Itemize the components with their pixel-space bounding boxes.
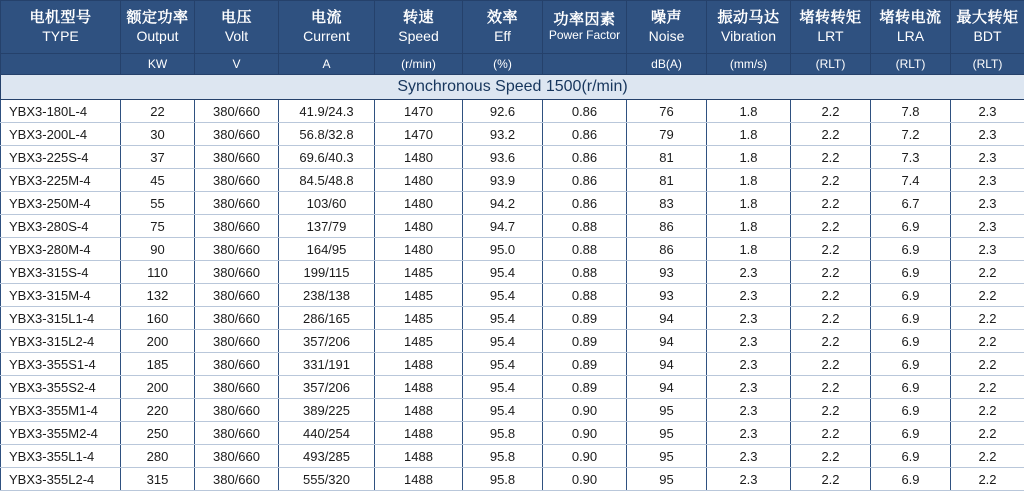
- cell-value: 1488: [375, 422, 463, 445]
- cell-type: YBX3-355L2-4: [1, 468, 121, 491]
- cell-value: 2.2: [791, 215, 871, 238]
- cell-value: 389/225: [279, 399, 375, 422]
- table-row: [1, 468, 1024, 491]
- cell-value: 6.9: [871, 445, 951, 468]
- cell-value: 238/138: [279, 284, 375, 307]
- cell-type: YBX3-355L1-4: [1, 445, 121, 468]
- column-unit-type: [1, 54, 121, 75]
- cell-value: 493/285: [279, 445, 375, 468]
- column-unit-bdt: (RLT): [951, 54, 1024, 75]
- column-header-lra: [871, 1, 951, 54]
- column-header-en: Noise: [627, 28, 706, 46]
- column-header-cn: 振动马达: [707, 9, 790, 28]
- cell-value: 250: [121, 422, 195, 445]
- cell-value: 2.3: [951, 238, 1024, 261]
- cell-value: 95.8: [463, 468, 543, 491]
- cell-value: 2.2: [951, 284, 1024, 307]
- cell-value: 93.9: [463, 169, 543, 192]
- cell-value: 95: [627, 422, 707, 445]
- cell-value: 2.3: [707, 307, 791, 330]
- column-header-en: TYPE: [1, 28, 120, 46]
- column-unit-lrt: (RLT): [791, 54, 871, 75]
- cell-value: 95.4: [463, 376, 543, 399]
- cell-value: 2.3: [707, 376, 791, 399]
- cell-value: 6.9: [871, 353, 951, 376]
- cell-value: 7.2: [871, 123, 951, 146]
- cell-value: 22: [121, 100, 195, 123]
- table-row: [1, 261, 1024, 284]
- cell-value: 380/660: [195, 284, 279, 307]
- cell-value: 2.2: [791, 330, 871, 353]
- cell-value: 94: [627, 353, 707, 376]
- cell-value: 6.9: [871, 376, 951, 399]
- header-row-units: [1, 54, 1024, 75]
- cell-value: 83: [627, 192, 707, 215]
- column-header-output: [121, 1, 195, 54]
- column-header-en: Volt: [195, 28, 278, 46]
- cell-value: 6.9: [871, 215, 951, 238]
- cell-value: 76: [627, 100, 707, 123]
- cell-value: 7.4: [871, 169, 951, 192]
- cell-value: 95: [627, 445, 707, 468]
- cell-value: 220: [121, 399, 195, 422]
- cell-type: YBX3-280S-4: [1, 215, 121, 238]
- cell-value: 380/660: [195, 123, 279, 146]
- cell-value: 2.2: [951, 399, 1024, 422]
- cell-value: 2.2: [951, 376, 1024, 399]
- cell-value: 95.4: [463, 399, 543, 422]
- table-row: [1, 215, 1024, 238]
- cell-value: 1485: [375, 307, 463, 330]
- cell-value: 2.2: [791, 146, 871, 169]
- cell-value: 6.9: [871, 468, 951, 491]
- cell-value: 380/660: [195, 376, 279, 399]
- cell-value: 2.2: [791, 422, 871, 445]
- cell-value: 94: [627, 307, 707, 330]
- column-header-cn: 电压: [195, 9, 278, 28]
- cell-value: 2.2: [951, 422, 1024, 445]
- cell-value: 0.90: [543, 422, 627, 445]
- cell-value: 86: [627, 238, 707, 261]
- cell-value: 2.2: [791, 100, 871, 123]
- cell-value: 1.8: [707, 215, 791, 238]
- cell-value: 2.3: [707, 468, 791, 491]
- cell-value: 380/660: [195, 192, 279, 215]
- column-header-en: Power Factor: [543, 29, 626, 43]
- cell-value: 0.90: [543, 468, 627, 491]
- cell-value: 0.89: [543, 376, 627, 399]
- cell-value: 1485: [375, 284, 463, 307]
- cell-value: 94: [627, 330, 707, 353]
- cell-value: 2.2: [791, 169, 871, 192]
- column-header-lrt: [791, 1, 871, 54]
- column-unit-output: KW: [121, 54, 195, 75]
- cell-value: 2.2: [791, 353, 871, 376]
- cell-value: 280: [121, 445, 195, 468]
- cell-type: YBX3-225M-4: [1, 169, 121, 192]
- cell-value: 200: [121, 330, 195, 353]
- cell-value: 2.3: [707, 330, 791, 353]
- column-header-speed: [375, 1, 463, 54]
- table-row: [1, 284, 1024, 307]
- cell-value: 1488: [375, 399, 463, 422]
- table-row: [1, 238, 1024, 261]
- column-header-type: [1, 1, 121, 54]
- cell-value: 0.86: [543, 146, 627, 169]
- table-row: [1, 100, 1024, 123]
- cell-value: 286/165: [279, 307, 375, 330]
- table-row: [1, 353, 1024, 376]
- cell-value: 0.89: [543, 330, 627, 353]
- cell-value: 2.2: [791, 238, 871, 261]
- table-row: [1, 169, 1024, 192]
- column-header-cn: 堵转电流: [871, 9, 950, 28]
- cell-value: 1480: [375, 238, 463, 261]
- cell-value: 95.4: [463, 261, 543, 284]
- cell-value: 103/60: [279, 192, 375, 215]
- column-header-cn: 电流: [279, 9, 374, 28]
- cell-value: 2.2: [791, 468, 871, 491]
- cell-value: 55: [121, 192, 195, 215]
- column-header-cn: 转速: [375, 9, 462, 28]
- cell-value: 1488: [375, 353, 463, 376]
- cell-value: 2.3: [951, 215, 1024, 238]
- cell-value: 56.8/32.8: [279, 123, 375, 146]
- column-header-power-factor: [543, 1, 627, 54]
- cell-value: 6.9: [871, 399, 951, 422]
- table-body: [1, 75, 1024, 491]
- column-header-en: Eff: [463, 28, 542, 46]
- cell-value: 185: [121, 353, 195, 376]
- cell-value: 6.9: [871, 261, 951, 284]
- cell-value: 357/206: [279, 330, 375, 353]
- column-header-en: Output: [121, 28, 194, 46]
- cell-value: 2.2: [951, 307, 1024, 330]
- table-row: [1, 376, 1024, 399]
- cell-value: 7.3: [871, 146, 951, 169]
- cell-value: 86: [627, 215, 707, 238]
- cell-type: YBX3-180L-4: [1, 100, 121, 123]
- column-header-cn: 额定功率: [121, 9, 194, 28]
- table-row: [1, 307, 1024, 330]
- cell-value: 380/660: [195, 353, 279, 376]
- cell-value: 137/79: [279, 215, 375, 238]
- cell-value: 2.3: [951, 146, 1024, 169]
- column-unit-speed: (r/min): [375, 54, 463, 75]
- cell-type: YBX3-355S1-4: [1, 353, 121, 376]
- cell-value: 95.4: [463, 353, 543, 376]
- cell-value: 1488: [375, 468, 463, 491]
- cell-value: 95.4: [463, 307, 543, 330]
- cell-value: 380/660: [195, 468, 279, 491]
- table-row: [1, 422, 1024, 445]
- cell-value: 7.8: [871, 100, 951, 123]
- cell-value: 94.2: [463, 192, 543, 215]
- cell-value: 94: [627, 376, 707, 399]
- cell-value: 81: [627, 169, 707, 192]
- cell-value: 2.2: [791, 376, 871, 399]
- cell-type: YBX3-315L2-4: [1, 330, 121, 353]
- cell-value: 95.0: [463, 238, 543, 261]
- column-header-cn: 最大转矩: [951, 9, 1024, 28]
- cell-value: 2.3: [951, 192, 1024, 215]
- cell-value: 1.8: [707, 123, 791, 146]
- cell-value: 0.88: [543, 238, 627, 261]
- column-header-en: LRA: [871, 28, 950, 46]
- cell-value: 81: [627, 146, 707, 169]
- column-header-cn: 噪声: [627, 9, 706, 28]
- table-row: [1, 399, 1024, 422]
- cell-value: 2.2: [791, 261, 871, 284]
- cell-value: 94.7: [463, 215, 543, 238]
- cell-value: 555/320: [279, 468, 375, 491]
- cell-value: 2.2: [791, 284, 871, 307]
- cell-value: 6.9: [871, 422, 951, 445]
- cell-value: 84.5/48.8: [279, 169, 375, 192]
- cell-value: 93: [627, 261, 707, 284]
- cell-value: 0.86: [543, 100, 627, 123]
- column-header-en: BDT: [951, 28, 1024, 46]
- cell-value: 1470: [375, 100, 463, 123]
- cell-value: 2.2: [951, 445, 1024, 468]
- table-row: [1, 330, 1024, 353]
- cell-value: 93.6: [463, 146, 543, 169]
- cell-type: YBX3-355S2-4: [1, 376, 121, 399]
- cell-value: 380/660: [195, 445, 279, 468]
- cell-value: 95: [627, 468, 707, 491]
- cell-value: 2.3: [951, 100, 1024, 123]
- cell-value: 1488: [375, 445, 463, 468]
- cell-value: 0.88: [543, 215, 627, 238]
- cell-value: 0.86: [543, 192, 627, 215]
- cell-value: 1.8: [707, 146, 791, 169]
- group-header-row: [1, 75, 1024, 100]
- cell-value: 30: [121, 123, 195, 146]
- cell-value: 110: [121, 261, 195, 284]
- column-header-en: Vibration: [707, 28, 790, 46]
- column-unit-noise: dB(A): [627, 54, 707, 75]
- cell-value: 2.3: [951, 123, 1024, 146]
- cell-value: 0.89: [543, 307, 627, 330]
- cell-value: 92.6: [463, 100, 543, 123]
- cell-value: 200: [121, 376, 195, 399]
- cell-value: 41.9/24.3: [279, 100, 375, 123]
- cell-value: 0.90: [543, 445, 627, 468]
- cell-value: 1.8: [707, 169, 791, 192]
- cell-type: YBX3-315L1-4: [1, 307, 121, 330]
- cell-value: 315: [121, 468, 195, 491]
- cell-value: 0.86: [543, 123, 627, 146]
- cell-value: 2.3: [707, 399, 791, 422]
- cell-value: 1470: [375, 123, 463, 146]
- cell-type: YBX3-355M2-4: [1, 422, 121, 445]
- column-unit-lra: (RLT): [871, 54, 951, 75]
- column-header-cn: 功率因素: [543, 11, 626, 30]
- cell-value: 79: [627, 123, 707, 146]
- cell-value: 2.3: [707, 353, 791, 376]
- cell-value: 2.2: [951, 330, 1024, 353]
- header-row-titles: [1, 1, 1024, 54]
- cell-value: 1480: [375, 146, 463, 169]
- cell-value: 1480: [375, 169, 463, 192]
- column-header-bdt: [951, 1, 1024, 54]
- cell-value: 1.8: [707, 192, 791, 215]
- cell-value: 37: [121, 146, 195, 169]
- cell-type: YBX3-315S-4: [1, 261, 121, 284]
- cell-value: 380/660: [195, 146, 279, 169]
- cell-value: 2.2: [791, 192, 871, 215]
- column-unit-current: A: [279, 54, 375, 75]
- table-row: [1, 146, 1024, 169]
- cell-value: 95.8: [463, 445, 543, 468]
- cell-value: 2.2: [951, 353, 1024, 376]
- column-header-cn: 效率: [463, 9, 542, 28]
- cell-value: 380/660: [195, 100, 279, 123]
- column-header-volt: [195, 1, 279, 54]
- cell-value: 2.2: [951, 468, 1024, 491]
- cell-value: 2.2: [791, 445, 871, 468]
- cell-value: 2.2: [791, 399, 871, 422]
- cell-value: 380/660: [195, 330, 279, 353]
- column-header-vibration: [707, 1, 791, 54]
- cell-value: 6.9: [871, 307, 951, 330]
- table-row: [1, 192, 1024, 215]
- cell-value: 75: [121, 215, 195, 238]
- column-header-current: [279, 1, 375, 54]
- cell-value: 0.88: [543, 261, 627, 284]
- cell-value: 1485: [375, 261, 463, 284]
- cell-value: 1488: [375, 376, 463, 399]
- cell-value: 45: [121, 169, 195, 192]
- column-header-cn: 电机型号: [1, 9, 120, 28]
- cell-value: 440/254: [279, 422, 375, 445]
- column-unit-volt: V: [195, 54, 279, 75]
- cell-value: 380/660: [195, 261, 279, 284]
- column-header-en: Current: [279, 28, 374, 46]
- cell-value: 1.8: [707, 100, 791, 123]
- cell-value: 380/660: [195, 215, 279, 238]
- cell-type: YBX3-315M-4: [1, 284, 121, 307]
- column-unit-power-factor: [543, 54, 627, 75]
- cell-value: 6.9: [871, 330, 951, 353]
- cell-type: YBX3-355M1-4: [1, 399, 121, 422]
- table-row: [1, 123, 1024, 146]
- cell-value: 380/660: [195, 307, 279, 330]
- cell-value: 93.2: [463, 123, 543, 146]
- cell-value: 0.89: [543, 353, 627, 376]
- cell-value: 95: [627, 399, 707, 422]
- column-unit-vibration: (mm/s): [707, 54, 791, 75]
- cell-value: 93: [627, 284, 707, 307]
- cell-type: YBX3-225S-4: [1, 146, 121, 169]
- column-header-en: LRT: [791, 28, 870, 46]
- cell-value: 2.3: [951, 169, 1024, 192]
- table-row: [1, 445, 1024, 468]
- cell-value: 1480: [375, 215, 463, 238]
- cell-value: 2.3: [707, 422, 791, 445]
- cell-value: 0.88: [543, 284, 627, 307]
- column-header-noise: [627, 1, 707, 54]
- cell-value: 380/660: [195, 399, 279, 422]
- cell-value: 357/206: [279, 376, 375, 399]
- cell-value: 69.6/40.3: [279, 146, 375, 169]
- cell-type: YBX3-250M-4: [1, 192, 121, 215]
- cell-value: 1.8: [707, 238, 791, 261]
- cell-value: 160: [121, 307, 195, 330]
- cell-value: 0.90: [543, 399, 627, 422]
- cell-value: 164/95: [279, 238, 375, 261]
- table-header: [1, 1, 1024, 75]
- column-unit-eff: (%): [463, 54, 543, 75]
- cell-value: 2.2: [951, 261, 1024, 284]
- cell-value: 2.2: [791, 123, 871, 146]
- cell-value: 331/191: [279, 353, 375, 376]
- cell-value: 2.2: [791, 307, 871, 330]
- column-header-cn: 堵转转矩: [791, 9, 870, 28]
- group-header-label: Synchronous Speed 1500(r/min): [1, 75, 1024, 100]
- cell-value: 6.9: [871, 238, 951, 261]
- column-header-en: Speed: [375, 28, 462, 46]
- cell-value: 2.3: [707, 261, 791, 284]
- cell-value: 380/660: [195, 169, 279, 192]
- cell-value: 199/115: [279, 261, 375, 284]
- cell-value: 2.3: [707, 445, 791, 468]
- cell-value: 6.9: [871, 284, 951, 307]
- cell-type: YBX3-280M-4: [1, 238, 121, 261]
- cell-value: 132: [121, 284, 195, 307]
- cell-value: 0.86: [543, 169, 627, 192]
- cell-value: 95.4: [463, 284, 543, 307]
- cell-value: 95.8: [463, 422, 543, 445]
- cell-value: 380/660: [195, 238, 279, 261]
- cell-value: 380/660: [195, 422, 279, 445]
- cell-value: 6.7: [871, 192, 951, 215]
- cell-value: 95.4: [463, 330, 543, 353]
- cell-value: 2.3: [707, 284, 791, 307]
- cell-type: YBX3-200L-4: [1, 123, 121, 146]
- cell-value: 90: [121, 238, 195, 261]
- cell-value: 1485: [375, 330, 463, 353]
- column-header-eff: [463, 1, 543, 54]
- cell-value: 1480: [375, 192, 463, 215]
